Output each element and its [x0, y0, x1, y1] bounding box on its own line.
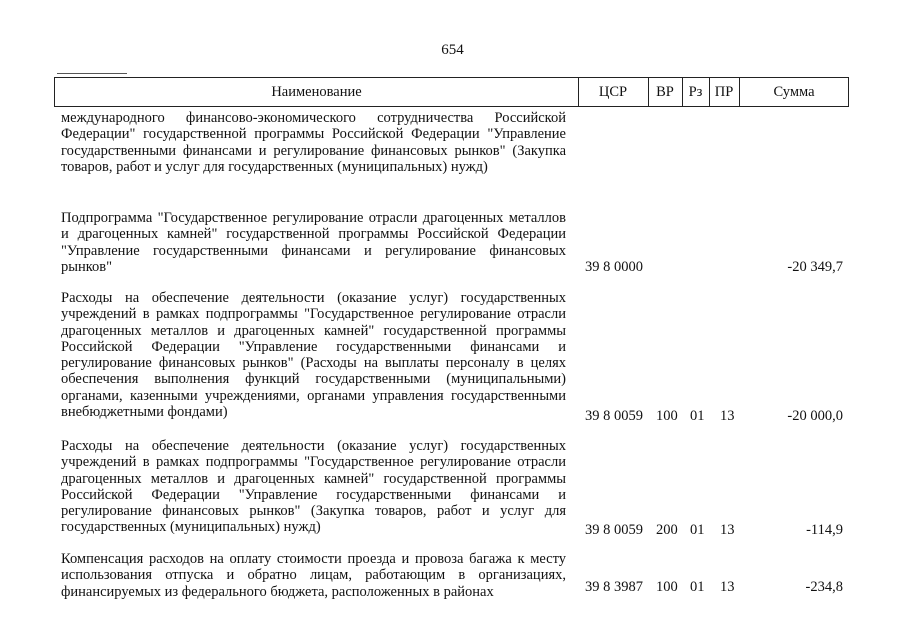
row-3-name: Расходы на обеспечение деятельности (оказание услуг) государственных учреждений в рамках подпрограммы "Государственное регулирование отрасли драгоценных металлов и драгоценных камней" государственной программы Российской Федерации "Управление государственными финансами и регулирование финансовых рынков" (Закупка товаров, работ и услуг для государственных (муниципальных) нужд) — [61, 438, 566, 536]
row-1-name: Подпрограмма "Государственное регулирование отрасли драгоценных металлов и драгоценных камней" государственной программы Российской Федерации "Управление государственными финансами и регулирование финансовых рынков" — [61, 210, 566, 275]
row-2-vr: 100 — [656, 408, 678, 424]
row-4-rz: 01 — [690, 579, 705, 595]
row-3-vr: 200 — [656, 522, 678, 538]
row-4-csr: 39 8 3987 — [585, 579, 643, 595]
table-header — [54, 77, 849, 107]
row-4-sum: -234,8 — [805, 579, 843, 595]
row-3-pr: 13 — [720, 522, 735, 538]
row-2-name: Расходы на обеспечение деятельности (оказание услуг) государственных учреждений в рамках подпрограммы "Государственное регулирование отрасли драгоценных металлов и драгоценных камней" государственной программы Российской Федерации "Управление государственными финансами и регулирование финансовых рынков" (Расходы на выплаты персоналу в целях обеспечения выполнения функций государственными (муниципальными) органами, казенными учреждениями, органами управления государственными внебюджетными фондами) — [61, 290, 566, 421]
row-0-name: международного финансово-экономического сотрудничества Российской Федерации" государственной программы Российской Федерации "Управление государственными финансами и регулирование финансовых рынков" (Закупка товаров, работ и услуг для государственных (муниципальных) нужд) — [61, 110, 566, 175]
row-2-pr: 13 — [720, 408, 735, 424]
row-1-sum: -20 349,7 — [787, 259, 843, 275]
header-csr: ЦСР — [598, 84, 628, 100]
header-name: Наименование — [271, 84, 362, 100]
header-pr: ПР — [714, 84, 734, 100]
header-vr: ВР — [656, 84, 674, 100]
row-2-csr: 39 8 0059 — [585, 408, 643, 424]
row-1-csr: 39 8 0000 — [585, 259, 643, 275]
page-number: 654 — [441, 42, 464, 58]
row-4-name: Компенсация расходов на оплату стоимости проезда и провоза багажа к месту использования отпуска и обратно лицам, работающим в организациях, финансируемых из федерального бюджета, расположенных в районах — [61, 551, 566, 600]
row-3-sum: -114,9 — [806, 522, 843, 538]
header-divider — [57, 73, 127, 74]
row-3-rz: 01 — [690, 522, 705, 538]
row-4-pr: 13 — [720, 579, 735, 595]
header-sum: Сумма — [773, 84, 815, 100]
row-2-rz: 01 — [690, 408, 705, 424]
row-4-vr: 100 — [656, 579, 678, 595]
header-rz: Рз — [688, 84, 703, 100]
row-3-csr: 39 8 0059 — [585, 522, 643, 538]
row-2-sum: -20 000,0 — [787, 408, 843, 424]
